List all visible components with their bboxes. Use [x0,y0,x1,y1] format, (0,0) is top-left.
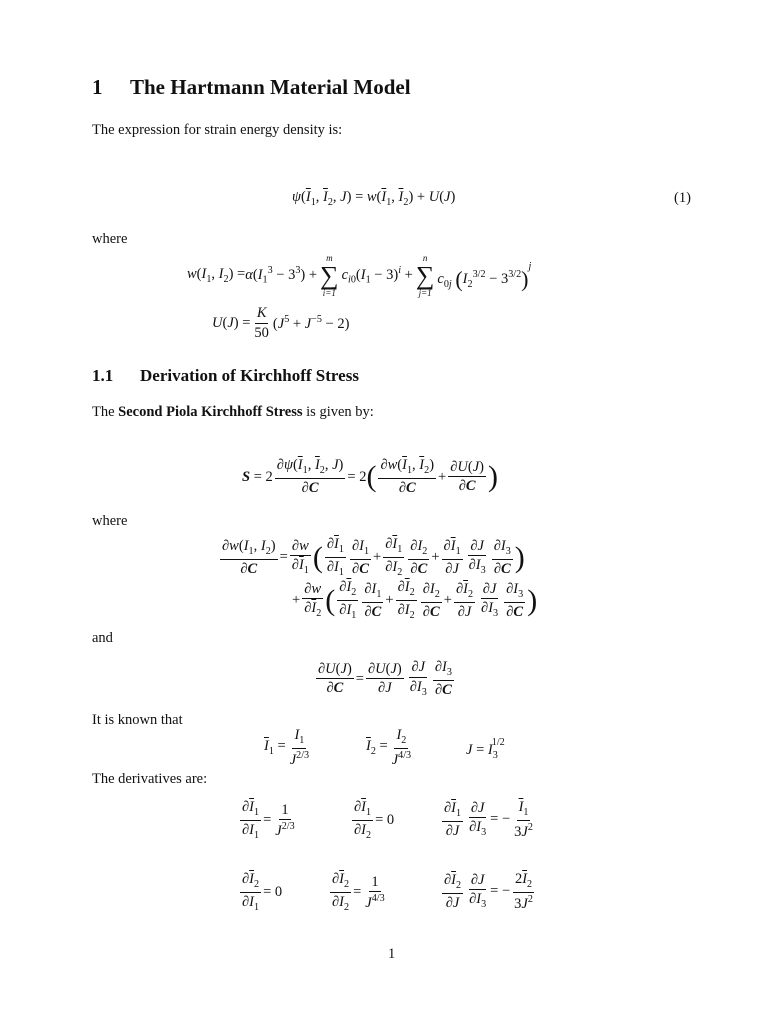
and-label: and [92,630,113,646]
equation-du: $\frac{\partial U(J)}{\partial C}$ = $\frac{\partial U(J)}{\partial J}$ $\frac{\partial J}{\partial I_3}$ $\frac{\partial I_3}{\partial C}$ [318,659,452,699]
equation-w: $w(I_1$, $I_2$) = $\alpha(I_1^3 - 3^3)$ + m ∑ i=1 $c_{i0}(I_1 - 3)^i$ + n ∑ j=1 $c_{0j}$ $(I_2^{3/2} - 3^{3/2})^j$ [187,253,532,298]
section-number: 1 [92,75,103,99]
section-title: The Hartmann Material Model [130,75,411,99]
subsection-heading [92,366,359,386]
page-number: 1 [388,946,396,962]
spk-term: Second Piola Kirchhoff Stress [118,404,303,420]
sum-i: m ∑ i=1 [320,253,339,298]
equation-i2bar: $\overline{I}_2$ = $\frac{I_2}{J^{4/3}}$ [366,727,412,768]
equation-j: $J = I_3^{1/2}$ [466,737,505,761]
deriv-i2bar-i1: $\frac{\partial\overline{I}_2}{\partial I_1}$ = 0 [242,871,283,913]
intro-paragraph: The expression for strain energy density is: [92,122,343,138]
equation-dw-line1: $\frac{\partial w(I_1, I_2)}{\partial C}$ = $\frac{\partial w}{\partial\overline{I}_1}$ ( $\frac{\partial\overline{I}_1}{\partial I_1}$ $\frac{\partial I_1}{\partial C}$ + $\frac{\partial\overline{I}_1}{\partial I_2}$ $\frac{\partial I_2}{\partial C}$ + $\frac{\partial\overline{I}_1}{\partial J}$ $\frac{\partial J}{\partial I_3}$ $\frac{\partial I_3}{\partial C}$ ) [222,536,525,578]
equation-u: U(J) = $\frac{K}{50}$ $(J^5 + J^{-5} - 2)$ [212,305,350,341]
deriv-i1bar-i1: $\frac{\partial\overline{I}_1}{\partial I_1}$ = $\frac{1}{J^{2/3}}$ [242,799,295,841]
deriv-i1bar-i3: $\frac{\partial\overline{I}_1}{\partial J}$ $\frac{\partial J}{\partial I_3}$ = − $\frac{\overline{I}_1}{3J^2}$ [444,799,533,840]
subsection-title: Derivation of Kirchhoff Stress [140,366,359,385]
section-heading [92,75,411,100]
deriv-i2bar-i3: $\frac{\partial\overline{I}_2}{\partial J}$ $\frac{\partial J}{\partial I_3}$ = − $\frac{2\overline{I}_2}{3J^2}$ [444,871,533,912]
where-label-2: where [92,513,128,529]
sum-j: n ∑ j=1 [415,253,435,298]
where-label-1: where [92,231,128,247]
subsection-number: 1.1 [92,366,114,385]
deriv-i1bar-i2: $\frac{\partial\overline{I}_1}{\partial I_2}$ = 0 [354,799,395,841]
equation-s: S = 2 $\frac{\partial\psi(\overline{I}_1, \overline{I}_2, J)}{\partial C}$ = 2 ( $\frac{\partial w(\overline{I}_1, \overline{I}_2)}{\partial C}$ + $\frac{\partial U(J)}{\partial C}$ ) [242,457,499,497]
spk-paragraph: The Second Piola Kirchhoff Stress is given by: [92,404,374,420]
derivatives-paragraph: The derivatives are: [92,771,208,787]
equation-1-number: (1) [674,190,691,206]
equation-1: $\psi(\overline{I}_1$, $\overline{I}_2$, $J) = w(\overline{I}_1$, $\overline{I}_2) + U(J)$ [292,189,456,208]
equation-i1bar: $\overline{I}_1$ = $\frac{I_1}{J^{2/3}}$ [264,727,310,768]
equation-dw-line2: + $\frac{\partial w}{\partial\overline{I}_2}$ ( $\frac{\partial\overline{I}_2}{\partial I_1}$ $\frac{\partial I_1}{\partial C}$ + $\frac{\partial\overline{I}_2}{\partial I_2}$ $\frac{\partial I_2}{\partial C}$ + $\frac{\partial\overline{I}_2}{\partial J}$ $\frac{\partial J}{\partial I_3}$ $\frac{\partial I_3}{\partial C}$ ) [292,579,538,621]
known-paragraph: It is known that [92,712,183,728]
deriv-i2bar-i2: $\frac{\partial\overline{I}_2}{\partial I_2}$ = $\frac{1}{J^{4/3}}$ [332,871,385,913]
